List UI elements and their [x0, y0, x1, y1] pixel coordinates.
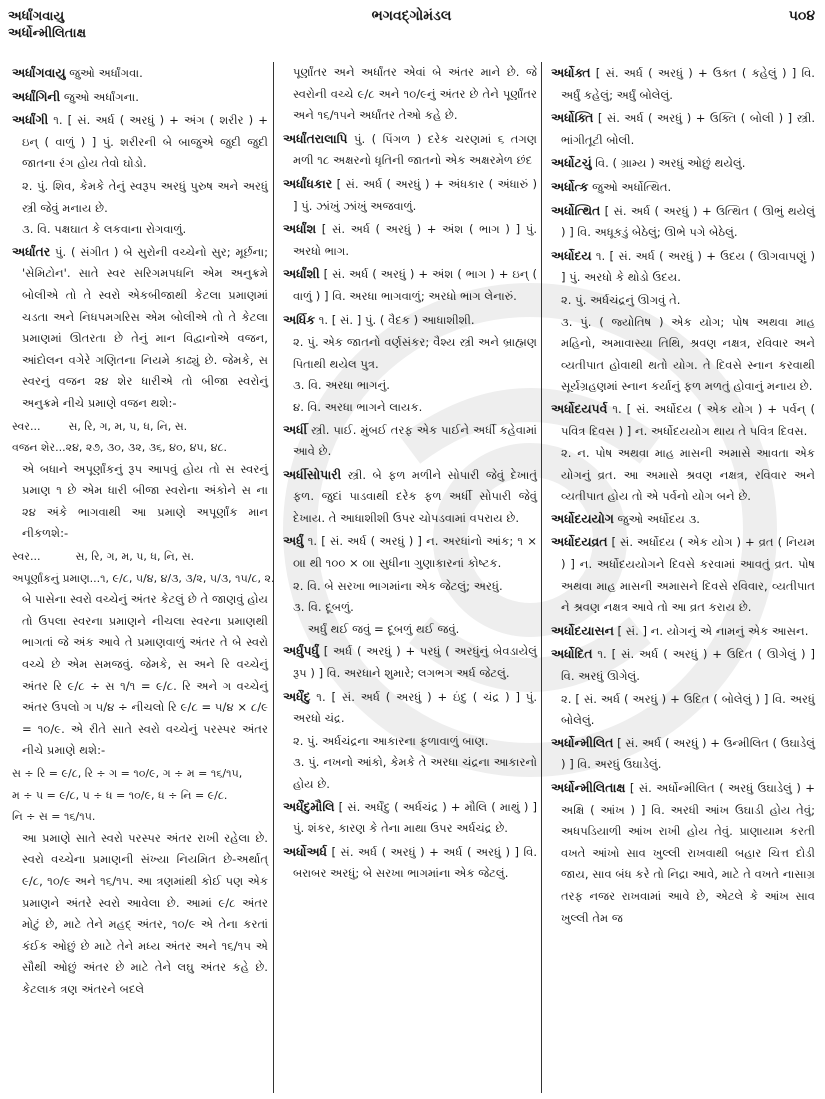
definition: પું. ( સંગીત ) બે સુરોની વચ્ચેનો સુર; મૂર્છના; 'સેમિટોન'. સાતે સ્વર સરિગમપધનિ એમ અનુક્રમે બોલીએ તો તે સ્વરો એકબીજાથી કેટલા પ્રમાણમાં ચડતા અને નિધપમગરિસ એમ બોલીએ તો તે કેટલા પ્રમાણમાં ઊતરતા છે તેનું માન વિદ્વાનોએ વજન, આંદોલન વગેરે ગણિતના નિયમે કાઢ્યું છે. જેમકે, સ સ્વરનું વજન ૨૪ શેર ધારીએ તો બીજા સ્વરોનું અનુક્રમે નીચે પ્રમાણે વજન થશે:-	[22, 244, 269, 410]
headword: અર્ધાંતરાલાપિ	[283, 130, 348, 146]
dictionary-entry	[283, 218, 537, 262]
dictionary-entry	[551, 245, 815, 289]
definition: [ સં. અર્ધ ( અરધું ) + અંશ ( ભાગ ) ] પું. અરધો ભાગ.	[293, 222, 538, 258]
dictionary-entry	[551, 777, 815, 929]
swar-table-row: વજન શેર...૨૪, ૨૭, ૩૦, ૩૨, ૩૬, ૪૦, ૪૫, ૪૮.	[12, 441, 228, 455]
column-1	[12, 62, 275, 1093]
page-header	[8, 8, 815, 58]
column-2	[283, 62, 537, 1093]
sub-sense: ૨. વિ. બે સરખા ભાગમાંના એક જેટલું; અરધું.	[293, 578, 503, 593]
paragraph: બે પાસેના સ્વરો વચ્ચેનું અંતર કેટલું છે તે જાણવું હોય તો ઉપલા સ્વરના પ્રમાણને નીચલા સ્વરના પ્રમાણથી ભાગતાં જે અંક આવે તે પ્રમાણવાળું અંતર તે બે સ્વરો વચ્ચે છે એમ સમજવું. જેમકે, સ અને રિ વચ્ચેનું અંતર રિ ૯/૮ ÷ સ ૧/૧ = ૯/૮. રિ અને ગ વચ્ચેનું અંતર ઉપલો ગ ૫/૪ ÷ નીચલો રિ ૯/૮ = ૫/૪ × ૮/૯ = ૧૦/૯. એ રીતે સાતે સ્વરો વચ્ચેનું પરસ્પર અંતર નીચે પ્રમાણે થશે:-	[22, 592, 268, 758]
headword: અર્ધાંગિની	[12, 88, 61, 104]
dictionary-entry	[551, 398, 815, 442]
sub-sense: ૨. પું. અર્ધચંદ્રના આકારના ફળાવાળું બાણ.	[293, 733, 489, 748]
dictionary-entry	[551, 176, 815, 199]
headword: અર્ધોઅર્ધ	[283, 843, 327, 859]
dictionary-entry	[283, 263, 537, 307]
sub-sense: ૨. પું. શિવ, કેમકે તેનું સ્વરૂપ અરધું પુરુષ અને અરધું સ્ત્રી જેવું મનાય છે.	[22, 178, 268, 215]
definition: ૧. [ સં. અર્ધોદય ( એક યોગ ) + પર્વન્ ( પવિત્ર દિવસ ) ] ન. અર્ધોદયયોગ થાય તે પવિત્ર દિવસ.	[561, 401, 815, 438]
headword: અર્ધિક	[283, 311, 316, 327]
swar-table-row: સ્વર... સ, રિ, ગ, મ, પ, ધ, નિ, સ.	[12, 419, 188, 433]
headword: અર્ધોક્ત	[551, 65, 591, 80]
headword: અર્ધાંશી	[283, 266, 320, 282]
definition: [ સં. અર્ધોન્મીલિત ( અરધું ઉઘાડેલું ) + અક્ષિ ( આંખ ) ] વિ. અરધી આંખ ઉઘાડી હોય તેવું; અધપડિયાળી આંખ રાખી હોય તેવું. પ્રાણાયામ કરતી વખતે આંખો સાવ ખુલ્લી રાખવાથી બહાર ચિત્ત દોડી જાય, સાવ બંધ કરે તો નિદ્રા આવે, માટે તે વખતે નાસાગ્ર તરફ નજર રાખવામાં આવે છે, એટલે કે આંખ સાવ ખુલ્લી તેમ જ	[561, 781, 816, 925]
definition: ૧. [ સં. ] પું. ( વૈદક ) આધાશીશી.	[318, 312, 475, 327]
headword: અર્ધેંદુમૌલિ	[283, 798, 335, 814]
sub-sense: ૨. [ સં. અર્ધ ( અરધું ) + ઉદિત ( બોલેલું ) ] વિ. અરધું બોલેલું.	[561, 691, 815, 728]
dictionary-entry	[551, 643, 815, 687]
dictionary-entry	[283, 796, 537, 840]
page-number: ૫૦૪	[788, 8, 815, 24]
dictionary-entry	[551, 62, 815, 106]
definition: [ સં. અર્ધ ( અરધું ) + ઉક્તિ ( બોલી ) ] સ્ત્રી. ભાંગીતૂટી બોલી.	[561, 111, 816, 147]
dictionary-title: ભગવદ્ગોમંડલ	[371, 8, 452, 24]
headword: અર્ધોત્ક	[551, 178, 589, 194]
dictionary-entry	[283, 309, 537, 332]
paragraph: આ પ્રમાણે સાતે સ્વરો પરસ્પર અંતર રાખી રહેલા છે. સ્વરો વચ્ચેના પ્રમાણની સંખ્યા નિયમિત છે-અર્થાત્ ૯/૮, ૧૦/૯ અને ૧૬/૧૫. આ ત્રણમાંથી કોઈ પણ એક પ્રમાણને અંતરે સ્વરો આવેલા છે. આમાં ૯/૮ અંતર મોટું છે, માટે તેને મહદ્ અંતર, ૧૦/૯ એ તેના કરતાં કંઈક ઓછું છે માટે તેને મધ્ય અંતર અને ૧૬/૧૫ એ સૌથી ઓછું અંતર છે માટે તેને લઘુ અંતર કહે છે. કેટલાક ત્રણ અંતરને બદલે	[22, 830, 268, 996]
dictionary-entry	[551, 531, 815, 618]
swar-table-row: અપૂર્ણાંકનું પ્રમાણ...૧, ૯/૮, ૫/૪, ૪/૩, ૩/૨, ૫/૩, ૧૫/૮, ૨.	[12, 571, 275, 585]
definition: [ સં. અર્ધ ( અરધું ) + અંશ ( ભાગ ) + ઇન્ ( વાળું ) ] વિ. અરધા ભાગવાળું; અરધો ભાગ લેનારું.	[293, 267, 538, 303]
headword: અર્ધોટચું	[551, 155, 592, 171]
dictionary-entry	[12, 109, 268, 175]
sub-sense: ૨. પું. એક જાતનો વર્ણસંકર; વૈશ્ય સ્ત્રી અને બ્રાહ્મણ પિતાથી થયેલ પુત્ર.	[293, 335, 537, 371]
paragraph: એ બધાને અપૂર્ણાંકનું રૂપ આપવું હોય તો સ સ્વરનું પ્રમાણ ૧ છે એમ ધારી બીજા સ્વરોના અંકોને સ ના ૨૪ અંકે ભાગવાથી આ પ્રમાણે અપૂર્ણાંક માન નીકળશે:-	[22, 461, 268, 541]
sub-sense: ૩. વિ. અરધા ભાગનું.	[293, 378, 390, 393]
dictionary-entry	[551, 508, 815, 531]
dictionary-entry	[551, 620, 815, 643]
dictionary-entry	[551, 732, 815, 776]
sub-sense: ૩. પું. નખનો આંકો, કેમકે તે અરધા ચંદ્રના આકારનો હોય છે.	[293, 755, 537, 791]
swar-table-row: સ્વર... સ, રિ, ગ, મ, પ, ધ, નિ, સ.	[12, 550, 195, 564]
definition: ૧. [ સં. અર્ધ ( અરધું ) + ઉદિત ( ઊગેલું ) ] વિ. અરધું ઊગેલું.	[561, 647, 815, 684]
definition: [ સં. અર્ધ ( અરધું ) + ઉત્થિત ( ઊભું થયેલું ) ] વિ. અધૂકડું બેઠેલું; ઊભે પગે બેઠેલું.	[561, 203, 815, 240]
guide-word-last: અર્ધોન્મીલિતાક્ષ	[8, 26, 87, 41]
definition: [ સં. અર્ધ ( અરધું ) + ઉન્મીલિત ( ઉઘાડેલું ) ] વિ. અરધું ઉઘાડેલું.	[561, 735, 816, 772]
definition: [ અર્ધ ( અરધું ) + પરધું ( અરધુંનું બેવડાયેલું રૂપ ) ] વિ. અરધાને શુમારે; લગભગ અર્ધ જેટલું.	[293, 644, 538, 681]
sub-sense: ૩. પું. ( જ્યોતિષ ) એક યોગ; પોષ અથવા માહ મહિનો, અમાવાસ્યા તિથિ, શ્રવણ નક્ષત્ર, રવિવાર અને વ્યતીપાત હોવાથી થતો યોગ. તે દિવસે સ્નાન કરવાથી સૂર્યગ્રહણમાં સ્નાન કર્યાનું ફળ મળતું હોવાનું મનાય છે.	[561, 314, 815, 394]
column-divider	[541, 62, 542, 1093]
headword: અર્ધોદયાસન	[551, 622, 614, 638]
headword: અર્ધોદયવ્રત	[551, 534, 608, 550]
headword: અર્ધોદય	[551, 247, 592, 263]
dictionary-entry	[12, 86, 268, 109]
sub-sense: ૨. પું. અર્ધચંદ્રનું ઊગવું તે.	[561, 292, 681, 307]
headword: અર્ધી	[283, 421, 308, 437]
headword: અર્ધોક્તિ	[551, 110, 594, 126]
headword: અર્ધાંગી	[12, 112, 49, 128]
definition: પું. ( પિંગળ ) દરેક ચરણમાં ૬ તગણ મળી ૧૮ અક્ષરનો ધૃતિની જાતનો એક અક્ષરમેળ છંદ	[293, 131, 537, 168]
headword: અર્ધોત્થિત	[551, 202, 601, 218]
headword: અર્ધાંતર	[12, 243, 51, 259]
definition: જુઓ અર્ધોદય ૩.	[617, 511, 700, 526]
dictionary-entry	[283, 173, 537, 217]
headword: અર્ધોન્મીલિત	[551, 734, 614, 750]
column-3	[551, 62, 815, 1093]
continued-paragraph: પૂર્ણાંતર અને અર્ધાંતર એવાં બે અંતર માને છે. જે સ્વરોની વચ્ચે ૯/૮ અને ૧૦/૯નું અંતર છે તેને પૂર્ણાંતર અને ૧૬/૧૫ને અર્ધાંતર તેઓ કહે છે.	[293, 65, 537, 123]
ratio-line: સ ÷ રિ = ૯/૮, રિ ÷ ગ = ૧૦/૯, ગ ÷ મ = ૧૬/૧૫,	[12, 767, 243, 780]
definition: [ સં. ] ન. યોગનું એ નામનું એક આસન.	[617, 623, 809, 638]
headword: અર્ધું	[283, 533, 304, 549]
definition: ૧. [ સં. અર્ધ ( અરધું ) + અંગ ( શરીર ) + ઇન્ ( વાળું ) ] પું. શરીરની બે બાજુએ જુદી જુદી જાતના રંગ હોય તેવો ઘોડો.	[22, 113, 268, 171]
dictionary-entry	[283, 419, 537, 463]
dictionary-entry	[283, 841, 537, 885]
dictionary-entry	[551, 107, 815, 151]
headword: અર્ધોદયયોગ	[551, 510, 614, 526]
headword: અર્ધોન્મીલિતાક્ષ	[551, 780, 626, 795]
definition: વિ. ( ગ્રામ્ય ) અરધું ઓછું થયેલું.	[595, 156, 746, 171]
idiom: અર્ધું થઈ જવું = દૂબળું થઈ જવું.	[293, 621, 460, 636]
headword: અર્ધીસોપારી	[283, 466, 342, 482]
definition: [ સં. અર્ધેંદુ ( અર્ધચંદ્ર ) + મૌલિ ( માથું ) ] પું. શંકર, કારણ કે તેના માથા ઉપર અર્ધચંદ્ર છે.	[293, 799, 538, 836]
headword: અર્ધેંદુ	[283, 688, 311, 704]
definition: જુઓ અર્ધાંગના.	[63, 89, 139, 104]
headword: અર્ધુંપર્ધું	[283, 643, 319, 659]
definition: [ સં. અર્ધ ( અરધું ) + અંધકાર ( અંધારું ) ] પું. ઝાંખું ઝાંખું અજવાળું.	[293, 176, 538, 213]
dictionary-entry	[12, 62, 268, 85]
dictionary-entry	[283, 530, 537, 574]
definition: સ્ત્રી. પાઈ. મુંબઈ તરફ એક પાઈને અર્ધી કહેવામાં આવે છે.	[293, 422, 538, 459]
ratio-line: નિ ÷ સ = ૧૬/૧૫.	[12, 810, 96, 824]
headword: અર્ધોદિત	[551, 646, 593, 662]
headword: અર્ધાંધકાર	[283, 175, 333, 191]
definition: [ સં. અર્ધ ( અરધું ) + અર્ધ ( અરધું ) ] વિ. બરાબર અરધું; બે સરખા ભાગમાંના એક જેટલું.	[293, 844, 538, 881]
definition: [ સં. અર્ધોદય ( એક યોગ ) + વ્રત ( નિયમ ) ] ન. અર્ધોદયયોગને દિવસે કરવામાં આવતું વ્રત. પોષ અથવા માહ માસની અમાસને દિવસે રવિવાર, વ્યતીપાત ને શ્રવણ નક્ષત્ર આવે તો આ વ્રત કરાય છે.	[561, 535, 816, 615]
definition: ૧. [ સં. અર્ધ ( અરધું ) + ઇંદુ ( ચંદ્ર ) ] પું. અરધો ચંદ્ર.	[293, 689, 537, 726]
dictionary-entry	[551, 200, 815, 244]
definition: સ્ત્રી. બે ફળ મળીને સોપારી જેવું દેખાતું ફળ. જુદાં પાડવાથી દરેક ફળ અર્ધી સોપારી જેવું દેખાય. તે આધાશીશી ઉપર ચોપડવામાં વપરાય છે.	[293, 467, 538, 525]
sub-sense: ૩. વિ. દૂબળું.	[293, 600, 354, 615]
sub-sense: ૨. ન. પોષ અથવા માહ માસની અમાસે આવતા એક યોગનું વ્રત. આ અમાસે શ્રવણ નક્ષત્ર, રવિવાર અને વ્યતીપાત હોય તો એ પર્વનો યોગ બને છે.	[561, 446, 815, 504]
definition: જુઓ અર્ધોત્થિત.	[592, 179, 672, 194]
sub-sense: ૪. વિ. અરધા ભાગને લાયક.	[293, 399, 423, 414]
dictionary-entry	[551, 152, 815, 175]
definition: ૧. [ સં. અર્ધ ( અરધું ) ] ન. અરધાંનો આંક; ૧ × ૦॥ થી ૧૦૦ × ૦॥ સુધીના ગુણાકારનાં કોષ્ટક.	[293, 534, 538, 571]
ratio-line: મ ÷ પ = ૯/૮, પ ÷ ધ = ૧૦/૯, ધ ÷ નિ = ૯/૮.	[12, 788, 228, 802]
dictionary-entry	[283, 128, 537, 172]
sub-sense: ૩. વિ. પક્ષઘાત કે લકવાના રોગવાળું.	[22, 222, 187, 237]
dictionary-entry	[283, 686, 537, 730]
guide-word-first: અર્ધાંગવાયુ	[8, 9, 65, 24]
dictionary-entry	[283, 640, 537, 684]
headword: અર્ધાંગવાયુ	[12, 65, 66, 80]
headword: અર્ધોદયપર્વ	[551, 400, 608, 416]
dictionary-entry	[12, 241, 268, 415]
definition: જુઓ અર્ધાંગવા.	[69, 66, 143, 80]
dictionary-entry	[283, 464, 537, 530]
headword: અર્ધાંશ	[283, 221, 317, 237]
definition: [ સં. અર્ધ ( અરધું ) + ઉક્ત ( કહેલું ) ] વિ. અર્ધું કહેલું; અર્ધું બોલેલું.	[561, 66, 815, 102]
definition: ૧. [ સં. અર્ધ ( અરધું ) + ઉદય ( ઊગવાપણું ) ] પું. અરધો કે થોડો ઉદય.	[561, 248, 816, 285]
